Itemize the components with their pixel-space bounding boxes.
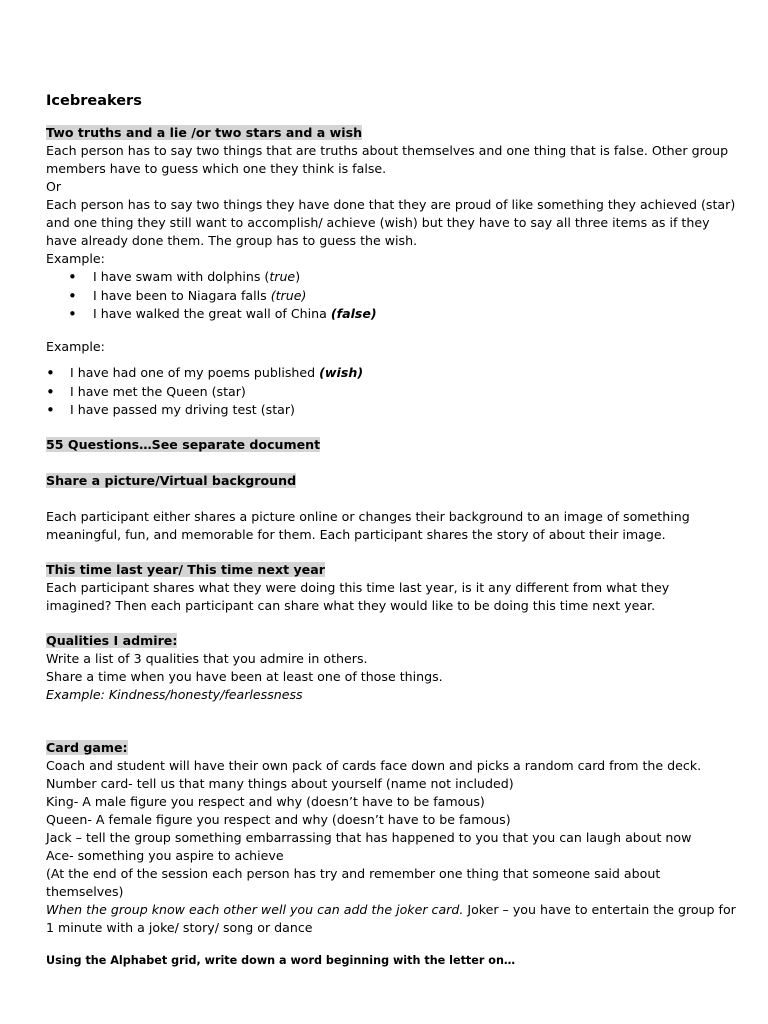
section-heading: Card game: [46, 740, 128, 755]
list-item: • I have been to Niagara falls (true) [46, 287, 736, 306]
section-two-truths [46, 124, 736, 324]
paragraph: Each person has to say two things they have done that they are proud of like something they achieved (star) and one thing they still want to accomplish/ achieve (wish) but they have to say all three items as if they have already done them. The group has to guess the wish. [46, 197, 736, 248]
list-item: • I have passed my driving test (star) [46, 401, 736, 420]
text-line: Write a list of 3 qualities that you admire in others. [46, 651, 368, 666]
example-text: Example: Kindness/honesty/fearlessness [46, 687, 303, 702]
example-label: Example: [46, 251, 105, 266]
section-heading: Qualities I admire: [46, 633, 178, 648]
bullet-list [46, 268, 736, 324]
final-instruction: Using the Alphabet grid, write down a word beginning with the letter on… [46, 954, 516, 967]
text-line: Queen- A female figure you respect and why (doesn’t have to be famous) [46, 812, 511, 827]
section-card-game [46, 739, 736, 937]
paragraph: When the group know each other well you can add the joker card. Joker – you have to entertain the group for 1 minute with a joke/ story/ song or dance [46, 902, 736, 935]
section-example-2 [46, 338, 736, 420]
bullet-list [46, 364, 736, 420]
list-item: • I have had one of my poems published (wish) [46, 364, 736, 383]
section-heading: 55 Questions…See separate document [46, 437, 321, 452]
text-line: Share a time when you have been at least one of those things. [46, 669, 443, 684]
section-heading: Share a picture/Virtual background [46, 473, 297, 488]
section-this-time [46, 561, 736, 615]
example-label: Example: [46, 339, 105, 354]
paragraph: Each person has to say two things that are truths about themselves and one thing that is false. Other group members have to guess which one they think is false. [46, 143, 729, 176]
section-heading: Two truths and a lie /or two stars and a wish [46, 125, 363, 140]
list-item: • I have swam with dolphins (true) [46, 268, 736, 287]
paragraph: Or [46, 179, 62, 194]
text-line: Jack – tell the group something embarrassing that has happened to you that you can laugh about now [46, 830, 692, 845]
list-item: • I have met the Queen (star) [46, 383, 736, 402]
page-title: Icebreakers [46, 93, 142, 109]
paragraph: Each participant shares what they were doing this time last year, is it any different from what they imagined? Then each participant can share what they would like to be doing this time next year. [46, 580, 670, 613]
section-share-picture-body [46, 508, 736, 544]
section-share-picture [46, 472, 736, 490]
list-item: • I have walked the great wall of China (false) [46, 305, 736, 324]
text-line: Ace- something you aspire to achieve [46, 848, 284, 863]
paragraph: (At the end of the session each person has try and remember one thing that someone said about themselves) [46, 866, 661, 899]
paragraph: Each participant either shares a picture online or changes their background to an image of something meaningful, fun, and memorable for them. Each participant shares the story of about their image. [46, 509, 690, 542]
section-heading: This time last year/ This time next year [46, 562, 325, 577]
text-line: King- A male figure you respect and why (doesn’t have to be famous) [46, 794, 485, 809]
text-line: Number card- tell us that many things about yourself (name not included) [46, 776, 514, 791]
text-line: Coach and student will have their own pack of cards face down and picks a random card from the deck. [46, 758, 702, 773]
section-55-questions [46, 436, 736, 454]
section-qualities [46, 632, 736, 704]
